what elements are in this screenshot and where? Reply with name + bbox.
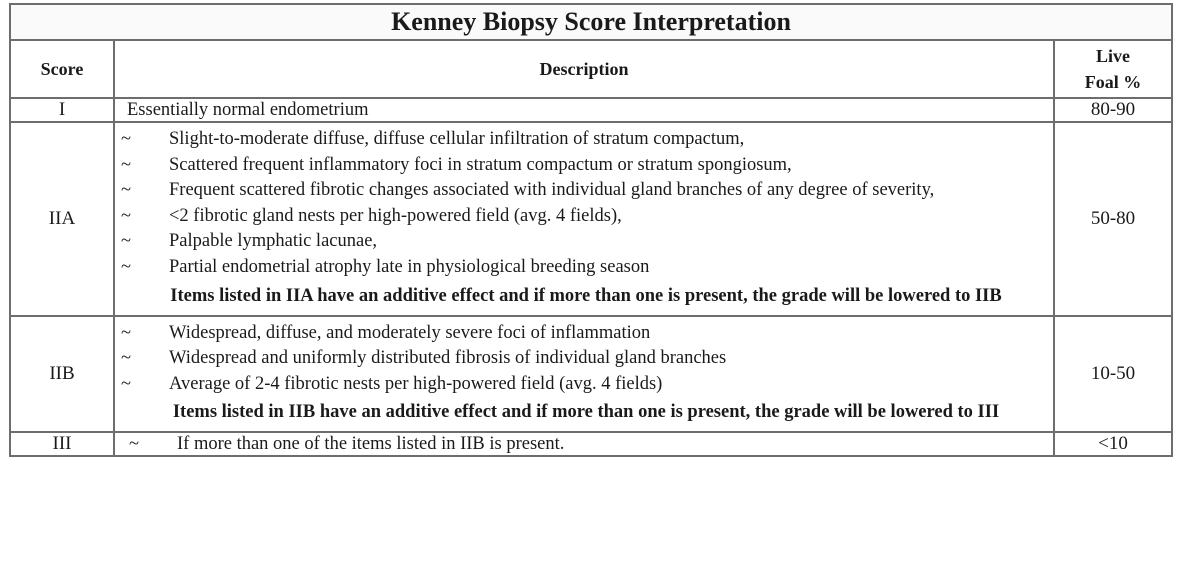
table-row-score-iib <box>10 316 1172 433</box>
additive-effect-note: Items listed in IIB have an additive effect and if more than one is present, the grade will be lowered to III <box>172 402 1000 423</box>
score-cell: I <box>10 98 114 122</box>
description-cell <box>114 432 1054 456</box>
list-item: ~ <2 fibrotic gland nests per high-powered field (avg. 4 fields), <box>119 204 1047 230</box>
list-item: ~ Slight-to-moderate diffuse, diffuse cellular infiltration of stratum compactum, <box>119 127 1047 153</box>
header-row <box>10 40 1172 98</box>
header-live-foal <box>1054 40 1172 98</box>
description-cell <box>114 316 1054 433</box>
header-live-line1: Live <box>1096 46 1130 66</box>
header-description: Description <box>114 40 1054 98</box>
list-item: ~ Partial endometrial atrophy late in physiological breeding season <box>119 255 1047 281</box>
tilde-bullet: ~ <box>121 348 132 369</box>
tilde-bullet: ~ <box>121 129 132 149</box>
score-cell: IIA <box>10 122 114 316</box>
score-cell: III <box>10 432 114 456</box>
list-item: ~ Widespread, diffuse, and moderately severe foci of inflammation <box>119 321 1047 347</box>
list-item: ~ Average of 2-4 fibrotic nests per high-powered field (avg. 4 fields) <box>119 372 1047 398</box>
tilde-bullet: ~ <box>121 231 132 252</box>
criteria-list <box>127 433 1053 455</box>
table-row-score-iii <box>10 432 1172 456</box>
live-foal-cell: <10 <box>1054 432 1172 456</box>
tilde-bullet: ~ <box>121 256 132 277</box>
list-item: ~ Scattered frequent inflammatory foci in stratum compactum or stratum spongiosum, <box>119 153 1047 179</box>
live-foal-cell: 80-90 <box>1054 98 1172 122</box>
live-foal-cell: 50-80 <box>1054 122 1172 316</box>
list-item: ~ Palpable lymphatic lacunae, <box>119 229 1047 255</box>
tilde-bullet: ~ <box>121 154 132 175</box>
score-cell: IIB <box>10 316 114 433</box>
table-row-score-i <box>10 98 1172 122</box>
list-item: ~ Frequent scattered fibrotic changes associated with individual gland branches of any degree of severity, <box>119 178 1047 204</box>
live-foal-cell: 10-50 <box>1054 316 1172 433</box>
tilde-bullet: ~ <box>121 322 132 343</box>
kenney-table-wrapper <box>9 3 1171 457</box>
list-item: ~ If more than one of the items listed in IIB is present. <box>129 434 565 455</box>
tilde-bullet: ~ <box>121 373 132 394</box>
table-row-score-iia <box>10 122 1172 316</box>
additive-effect-note: Items listed in IIA have an additive effect and if more than one is present, the grade will be lowered to IIB <box>170 285 1002 306</box>
header-score: Score <box>10 40 114 98</box>
criteria-list <box>119 317 1053 398</box>
tilde-bullet: ~ <box>121 205 132 226</box>
tilde-bullet: ~ <box>129 434 140 455</box>
description-cell <box>114 122 1054 316</box>
tilde-bullet: ~ <box>121 180 132 201</box>
description-cell: Essentially normal endometrium <box>114 98 1054 122</box>
table-title: Kenney Biopsy Score Interpretation <box>10 4 1172 40</box>
criteria-list <box>119 123 1053 281</box>
list-item: ~ Widespread and uniformly distributed fibrosis of individual gland branches <box>119 346 1047 372</box>
kenney-score-table <box>9 3 1173 457</box>
header-live-line2: Foal % <box>1084 72 1142 92</box>
